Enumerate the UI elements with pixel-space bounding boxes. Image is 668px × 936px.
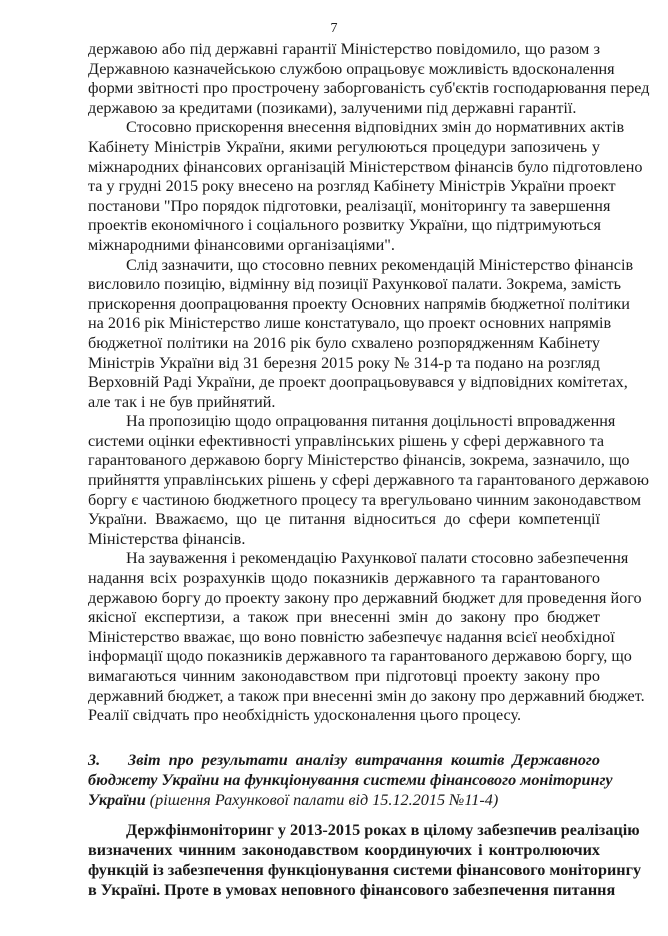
text-line: Слід зазначити, що стосовно певних рекомендацій Міністерство фінансів <box>126 255 634 274</box>
text-line: гарантованого державою боргу Міністерство фінансів, зокрема, зазначило, що <box>88 451 630 470</box>
text-line: в Україні. Проте в умовах неповного фінансового забезпечення питання <box>88 880 616 899</box>
text-line: інформації щодо показників державного та гарантованого державою боргу, що <box>88 647 632 666</box>
text-line: надання всіх розрахунків щодо показників державного та гарантованого <box>88 569 600 588</box>
page-number: 7 <box>330 21 338 36</box>
text-line: України. Вважаємо, що це питання відноситься до сфери компетенції <box>88 510 600 529</box>
text-line: боргу є частиною бюджетного процесу та врегульовано чинним законодавством <box>88 490 641 509</box>
text-line: державний бюджет, а також при внесенні змін до закону про державний бюджет. <box>88 686 645 705</box>
text-line: та у грудні 2015 року внесено на розгляд Кабінету Міністрів України проект <box>88 177 616 196</box>
paragraph-debt-calculations <box>88 549 645 725</box>
text-line: Кабінету Міністрів України, якими регулюються процедури запозичень у <box>88 137 600 156</box>
text-line: на 2016 рік Міністерство лише констатувало, що проект основних напрямів <box>88 314 612 333</box>
text-line: визначених чинним законодавством координуючих і контролюючих <box>88 840 600 859</box>
document-body <box>88 40 650 900</box>
spacer <box>88 810 600 820</box>
text-line: державою або під державні гарантії Міністерство повідомило, що разом з <box>88 40 600 58</box>
paragraph-borrowing-procedures <box>88 118 643 255</box>
text-line: міжнародних фінансових організацій Міністерством фінансів було підготовлено <box>88 157 643 176</box>
text-line: форми звітності про прострочену заборгованість суб'єктів господарювання перед <box>88 79 650 98</box>
text-line: Міністерство вважає, що воно повністю забезпечує надання всієї необхідної <box>88 627 615 646</box>
text-line: Міністрів України від 31 березня 2015 року № 314-р та подано на розгляд <box>88 353 600 372</box>
text-line: Реалії свідчать про необхідність удосконалення цього процесу. <box>88 706 522 725</box>
text-line: Верховній Раді України, де проект доопрацьовувався у відповідних комітетах, <box>88 373 628 392</box>
text-line: На зауваження і рекомендацію Рахункової палати стосовно забезпечення <box>126 549 629 568</box>
text-line: функцій із забезпечення функціонування системи фінансового моніторингу <box>88 860 642 879</box>
section-number: 3. <box>88 750 101 769</box>
text-line: Стосовно прискорення внесення відповідних змін до нормативних актів <box>126 118 625 137</box>
paragraph-budget-policy <box>88 255 634 413</box>
text-line: бюджетної політики на 2016 рік було схвалено розпорядженням Кабінету <box>88 333 600 352</box>
text-line: державою боргу до проекту закону про державний бюджет для проведення його <box>88 588 642 607</box>
text-line: Держфінмоніторинг у 2013-2015 роках в цілому забезпечив реалізацію <box>126 820 640 839</box>
text-line: прискорення доопрацювання проекту Основних напрямів бюджетної політики <box>88 294 630 313</box>
text-line: Міністерства фінансів. <box>88 529 246 548</box>
section-title-text: України <box>88 790 146 809</box>
section-title-line <box>88 750 600 770</box>
section-decision-reference: (рішення Рахункової палати від 15.12.2015 №11-4) <box>149 790 499 809</box>
paragraph-findings-summary <box>88 820 642 900</box>
text-line: якісної експертизи, а також при внесенні змін до закону про бюджет <box>88 608 600 627</box>
text-line: висловило позицію, відмінну від позиції Рахункової палати. Зокрема, замість <box>88 275 621 294</box>
text-line: але так і не був прийнятий. <box>88 392 276 411</box>
section-heading <box>88 750 613 810</box>
paragraph-efficiency-evaluation <box>88 412 649 549</box>
text-line: Державною казначейською службою опрацьовує можливість вдосконалення <box>88 59 615 78</box>
section-title-text: Звіт про результати аналізу витрачання коштів Державного <box>128 750 600 769</box>
text-line: На пропозицію щодо опрацювання питання доцільності впровадження <box>126 412 616 431</box>
text-line: міжнародними фінансовими організаціями". <box>88 235 395 254</box>
text-line: системи оцінки ефективності управлінських рішень у сфері державного та <box>88 431 605 450</box>
section-title-line <box>88 790 600 810</box>
text-line: державою за кредитами (позиками), залученими під державні гарантії. <box>88 98 577 117</box>
text-line: постанови "Про порядок підготовки, реалізації, моніторингу та завершення <box>88 196 611 215</box>
paragraph-debt-reporting <box>88 40 650 118</box>
text-line: вимагаються чинним законодавством при підготовці проекту закону про <box>88 667 600 685</box>
text-line: проектів економічного і соціального розвитку України, що підтримуються <box>88 216 602 235</box>
section-title-line: бюджету України на функціонування системи фінансового моніторингу <box>88 770 613 789</box>
text-line: прийняття управлінських рішень у сфері державного та гарантованого державою <box>88 471 649 490</box>
spacer <box>88 726 600 750</box>
